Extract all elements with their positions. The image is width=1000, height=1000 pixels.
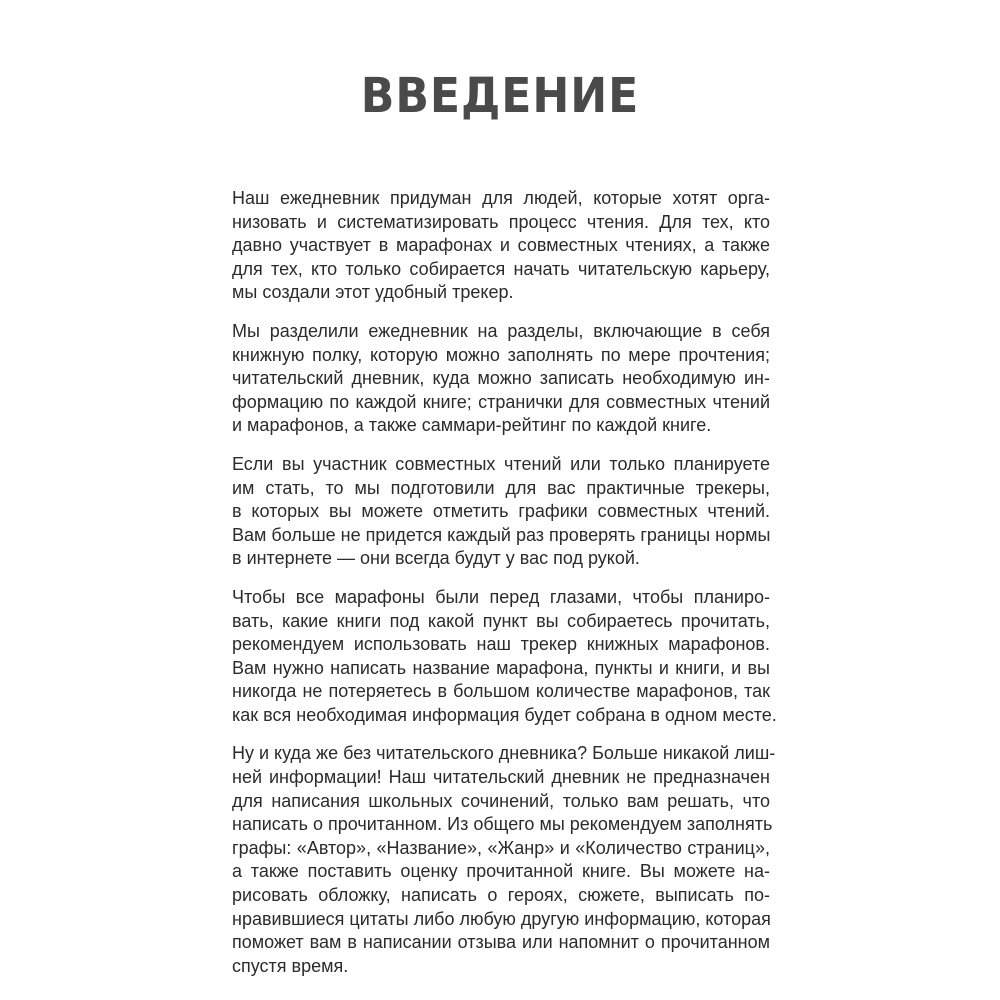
text-line: Вам больше не придется каждый раз проверять границы нормы [232, 524, 771, 545]
text-line: Чтобы все марафоны были перед глазами, чтобы планиро- [232, 586, 770, 607]
text-line: Наш ежедневник придуман для людей, которые хотят орга- [232, 188, 770, 208]
text-line: Если вы участник совместных чтений или только планируете [232, 453, 770, 474]
text-line: формацию по каждой книге; странички для совместных чтений [232, 391, 770, 412]
text-line: Мы разделили ежедневник на разделы, включающие в себя [232, 320, 770, 341]
text-line: и марафонов, а также саммари-рейтинг по каждой книге. [232, 415, 712, 436]
text-line: для написания школьных сочинений, только вам решать, что [232, 790, 770, 811]
body-text [232, 187, 777, 993]
text-line: а также поставить оценку прочитанной книге. Вы можете на- [232, 861, 770, 882]
text-line: Вам нужно написать название марафона, пункты и книги, и вы [232, 657, 770, 678]
text-line: графы: «Автор», «Название», «Жанр» и «Количество страниц», [232, 837, 770, 858]
text-line: давно участвует в марафонах и совместных чтениях, а также [232, 235, 770, 256]
text-line: мы создали этот удобный трекер. [232, 282, 514, 303]
paragraph [232, 586, 777, 728]
text-line: Ну и куда же без читательского дневника? Больше никакой лиш- [232, 743, 776, 764]
text-line: в интернете — они всегда будут у вас под рукой. [232, 548, 640, 569]
paragraph [232, 453, 770, 571]
page-title: ВВЕДЕНИЕ [360, 68, 640, 124]
text-line: поможет вам в написании отзыва или напомнит о прочитанном [232, 932, 770, 953]
text-line: книжную полку, которую можно заполнять по мере прочтения; [232, 344, 770, 365]
text-line: читательский дневник, куда можно записать необходимую ин- [232, 368, 770, 389]
text-line: нравившиеся цитаты либо любую другую информацию, которая [232, 908, 771, 929]
text-line: для тех, кто только собирается начать читательскую карьеру, [232, 258, 770, 279]
text-line: ней информации! Наш читательский дневник не предназначен [232, 767, 770, 788]
text-line: вать, какие книги под какой пункт вы собираетесь прочитать, [232, 610, 770, 631]
text-line: спустя время. [232, 955, 349, 976]
paragraph [232, 742, 776, 978]
text-line: низовать и систематизировать процесс чтения. Для тех, кто [232, 211, 770, 232]
text-line: в которых вы можете отметить графики совместных чтений. [232, 501, 770, 522]
text-line: как вся необходимая информация будет собрана в одном месте. [232, 704, 777, 725]
text-line: рекомендуем использовать наш трекер книжных марафонов. [232, 634, 770, 655]
paragraph [232, 187, 770, 305]
text-line: рисовать обложку, написать о героях, сюжете, выписать по- [232, 885, 770, 906]
text-line: им стать, то мы подготовили для вас практичные трекеры, [232, 477, 770, 498]
text-line: никогда не потеряетесь в большом количестве марафонов, так [232, 681, 770, 702]
paragraph [232, 320, 770, 438]
text-line: написать о прочитанном. Из общего мы рекомендуем заполнять [232, 814, 773, 835]
